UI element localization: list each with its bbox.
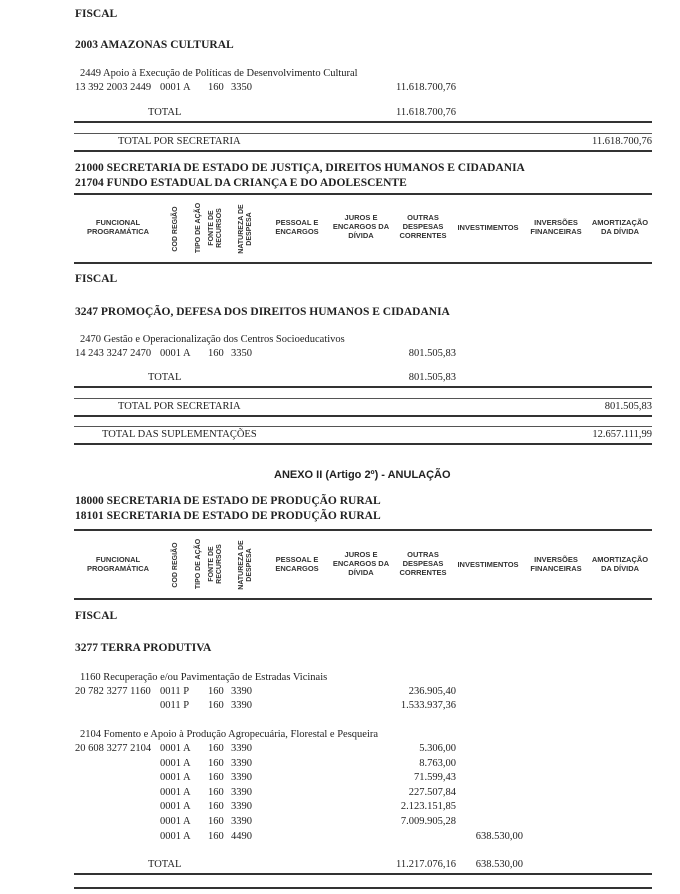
tipo-acao: 0001 A: [160, 801, 191, 813]
fonte: 160: [208, 82, 224, 93]
divider: [74, 262, 652, 264]
tipo-acao: 0001 A: [160, 786, 191, 798]
total-label: TOTAL: [148, 859, 182, 870]
investimentos-value: 638.530,00: [475, 830, 523, 842]
outras-despesas-value: 11.618.700,76: [396, 82, 456, 93]
outras-despesas-value: 7.009.905,28: [400, 816, 456, 827]
header-tipo-acao: TIPO DE AÇÃO: [195, 538, 202, 590]
tipo-acao: 0001 A: [160, 830, 191, 842]
outras-despesas-value: 801.505,83: [408, 348, 456, 359]
divider: [74, 398, 652, 399]
fiscal-label: FISCAL: [75, 610, 118, 622]
divider: [74, 426, 652, 427]
header-juros: JUROS E ENCARGOS DA DÍVIDA: [332, 213, 390, 240]
natureza: 3350: [231, 82, 252, 93]
fonte: 160: [208, 757, 224, 769]
secretaria-title: 18000 SECRETARIA DE ESTADO DE PRODUÇÃO RURAL: [75, 495, 381, 507]
tipo-acao: 0001 A: [160, 82, 191, 93]
natureza: 3390: [231, 772, 252, 784]
divider: [74, 193, 652, 195]
header-tipo-acao: TIPO DE AÇÃO: [195, 202, 202, 254]
tipo-acao: 0001 A: [160, 348, 191, 359]
divider: [74, 873, 652, 875]
divider: [74, 415, 652, 417]
program-title: 3247 PROMOÇÃO, DEFESA DOS DIREITOS HUMANOS E CIDADANIA: [75, 306, 450, 318]
funcional-code: 20 608 3277 2104: [75, 743, 152, 754]
header-outras: OUTRAS DESPESAS CORRENTES: [399, 213, 447, 240]
header-pessoal: PESSOAL E ENCARGOS: [275, 218, 319, 236]
header-juros: JUROS E ENCARGOS DA DÍVIDA: [332, 550, 390, 577]
header-natureza-despesa: NATUREZA DE DESPESA: [238, 204, 253, 254]
divider: [74, 598, 652, 600]
outras-despesas-value: 1.533.937,36: [400, 700, 456, 711]
fonte: 160: [208, 686, 224, 697]
tipo-acao: 0001 A: [160, 743, 191, 754]
program-title: 2003 AMAZONAS CULTURAL: [75, 39, 234, 51]
natureza: 3390: [231, 686, 252, 697]
divider: [74, 887, 652, 889]
header-cod-regiao: COD REGIÃO: [172, 542, 179, 588]
total-value: 11.618.700,76: [396, 107, 456, 118]
fonte: 160: [208, 830, 224, 842]
natureza: 3390: [231, 786, 252, 798]
total-secretaria-value: 11.618.700,76: [592, 136, 652, 147]
total-secretaria-label: TOTAL POR SECRETARIA: [118, 401, 241, 412]
fonte: 160: [208, 816, 224, 827]
fonte: 160: [208, 801, 224, 813]
header-funcional: FUNCIONAL PROGRAMÁTICA: [86, 555, 150, 573]
action-title: 2104 Fomento e Apoio à Produção Agropecuária, Florestal e Pesqueira: [80, 729, 379, 740]
tipo-acao: 0001 A: [160, 772, 191, 784]
header-amortizacao: AMORTIZAÇÃO DA DÍVIDA: [591, 555, 649, 573]
action-title: 2470 Gestão e Operacionalização dos Centros Socioeducativos: [80, 334, 345, 345]
secretaria-title: 21000 SECRETARIA DE ESTADO DE JUSTIÇA, DIREITOS HUMANOS E CIDADANIA: [75, 162, 525, 174]
unidade-title: 21704 FUNDO ESTADUAL DA CRIANÇA E DO ADOLESCENTE: [75, 177, 407, 189]
total-secretaria-label: TOTAL POR SECRETARIA: [118, 136, 241, 147]
total-label: TOTAL: [148, 372, 182, 383]
total-suplementacoes-value: 12.657.111,99: [592, 429, 652, 440]
tipo-acao: 0011 P: [160, 686, 190, 697]
natureza: 3350: [231, 348, 252, 359]
header-amortizacao: AMORTIZAÇÃO DA DÍVIDA: [591, 218, 649, 236]
natureza: 4490: [231, 830, 252, 842]
header-outras: OUTRAS DESPESAS CORRENTES: [399, 550, 447, 577]
outras-despesas-value: 8.763,00: [419, 757, 456, 769]
natureza: 3390: [231, 801, 252, 813]
total-suplementacoes-label: TOTAL DAS SUPLEMENTAÇÕES: [102, 429, 257, 440]
divider: [74, 529, 652, 531]
total-investimentos-value: 638.530,00: [475, 859, 523, 870]
total-label: TOTAL: [148, 107, 182, 118]
fonte: 160: [208, 772, 224, 784]
program-title: 3277 TERRA PRODUTIVA: [75, 642, 212, 654]
fonte: 160: [208, 786, 224, 798]
header-investimentos: INVESTIMENTOS: [457, 560, 519, 569]
natureza: 3390: [231, 757, 252, 769]
funcional-code: 20 782 3277 1160: [75, 686, 151, 697]
fiscal-label: FISCAL: [75, 273, 118, 285]
divider: [74, 386, 652, 388]
header-inversoes: INVERSÕES FINANCEIRAS: [530, 555, 582, 573]
header-cod-regiao: COD REGIÃO: [172, 206, 179, 252]
natureza: 3390: [231, 700, 252, 711]
outras-despesas-value: 236.905,40: [408, 686, 456, 697]
outras-despesas-value: 2.123.151,85: [400, 801, 456, 813]
divider: [74, 121, 652, 123]
divider: [74, 133, 652, 134]
outras-despesas-value: 227.507,84: [408, 786, 456, 798]
header-fonte-recursos: FONTE DE RECURSOS: [208, 208, 223, 248]
fiscal-label: FISCAL: [75, 8, 118, 20]
fonte: 160: [208, 700, 224, 711]
outras-despesas-value: 71.599,43: [414, 772, 456, 784]
natureza: 3390: [231, 816, 252, 827]
funcional-code: 13 392 2003 2449: [75, 82, 152, 93]
header-investimentos: INVESTIMENTOS: [457, 223, 519, 232]
tipo-acao: 0001 A: [160, 757, 191, 769]
funcional-code: 14 243 3247 2470: [75, 348, 152, 359]
action-title: 1160 Recuperação e/ou Pavimentação de Estradas Vicinais: [80, 672, 328, 683]
header-funcional: FUNCIONAL PROGRAMÁTICA: [86, 218, 150, 236]
natureza: 3390: [231, 743, 252, 754]
outras-despesas-value: 5.306,00: [419, 743, 456, 754]
tipo-acao: 0001 A: [160, 816, 191, 827]
total-value: 801.505,83: [408, 372, 456, 383]
header-natureza-despesa: NATUREZA DE DESPESA: [238, 540, 253, 590]
fonte: 160: [208, 743, 224, 754]
divider: [74, 150, 652, 152]
fonte: 160: [208, 348, 224, 359]
divider: [74, 443, 652, 445]
header-pessoal: PESSOAL E ENCARGOS: [275, 555, 319, 573]
tipo-acao: 0011 P: [160, 700, 190, 711]
action-title: 2449 Apoio à Execução de Políticas de Desenvolvimento Cultural: [80, 68, 358, 79]
anexo-title: ANEXO II (Artigo 2º) - ANULAÇÃO: [274, 469, 451, 481]
total-secretaria-value: 801.505,83: [604, 401, 652, 412]
header-inversoes: INVERSÕES FINANCEIRAS: [530, 218, 582, 236]
unidade-title: 18101 SECRETARIA DE ESTADO DE PRODUÇÃO RURAL: [75, 510, 381, 522]
header-fonte-recursos: FONTE DE RECURSOS: [208, 544, 223, 584]
total-outras-value: 11.217.076,16: [396, 859, 456, 870]
